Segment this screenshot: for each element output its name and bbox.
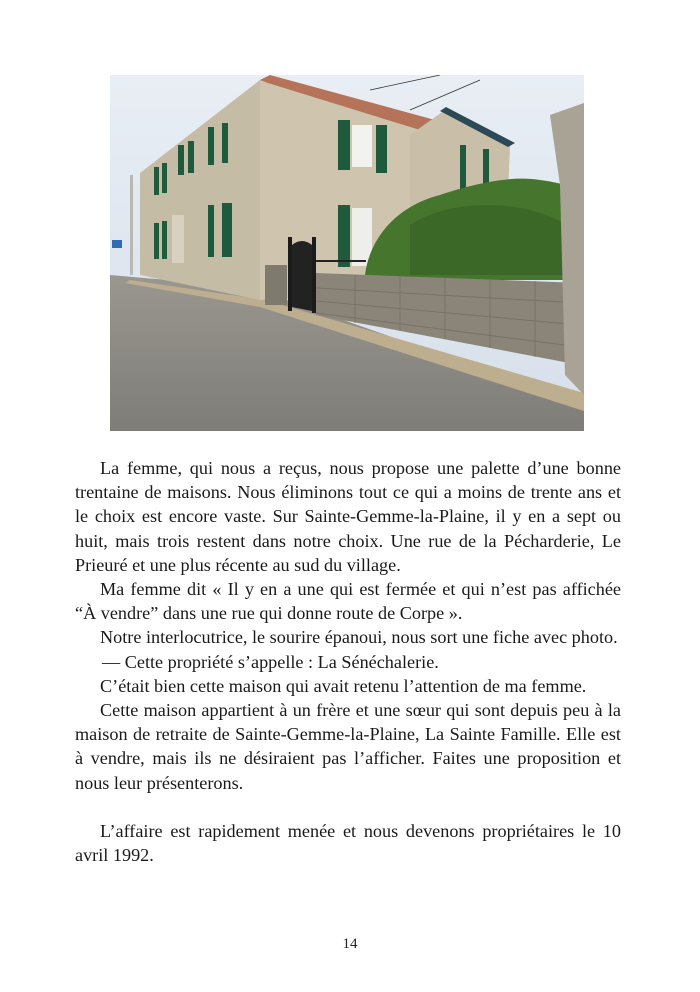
paragraph: L’affaire est rapidement menée et nous devenons propriétaires le 10 avril 1992. xyxy=(75,821,621,866)
house-illustration xyxy=(110,75,584,431)
paragraph: C’était bien cette maison qui avait retenu l’attention de ma femme. xyxy=(100,675,587,696)
paragraph: Notre interlocutrice, le sourire épanoui, nous sort une fiche avec photo. xyxy=(100,627,618,648)
dialogue-line: — Cette propriété s’appelle : La Sénéchalerie. xyxy=(102,651,439,672)
paragraph: Ma femme dit « Il y en a une qui est fermée et qui n’est pas affichée “À vendre” dans une rue qui donne route de Corpe ». xyxy=(75,579,621,624)
paragraph: La femme, qui nous a reçus, nous propose une palette d’une bonne trentaine de maisons. Nous éliminons tout ce qui a moins de trente ans et le choix est encore vaste. Sur Sainte-Gemme-la-Plaine, il y en a sept ou huit, mais trois restent dans notre choix. Une rue de la Pécharderie, Le Prieuré et une plus récente au sud du village. xyxy=(75,458,621,575)
page-number: 14 xyxy=(342,936,358,952)
house-photo xyxy=(110,75,584,431)
body-text xyxy=(75,456,621,867)
paragraph: Cette maison appartient à un frère et une sœur qui sont depuis peu à la maison de retraite de Sainte-Gemme-la-Plaine, La Sainte Famille. Elle est à vendre, mais ils ne désiraient pas l’afficher. Faites une proposition et nous leur présenterons. xyxy=(75,700,621,793)
